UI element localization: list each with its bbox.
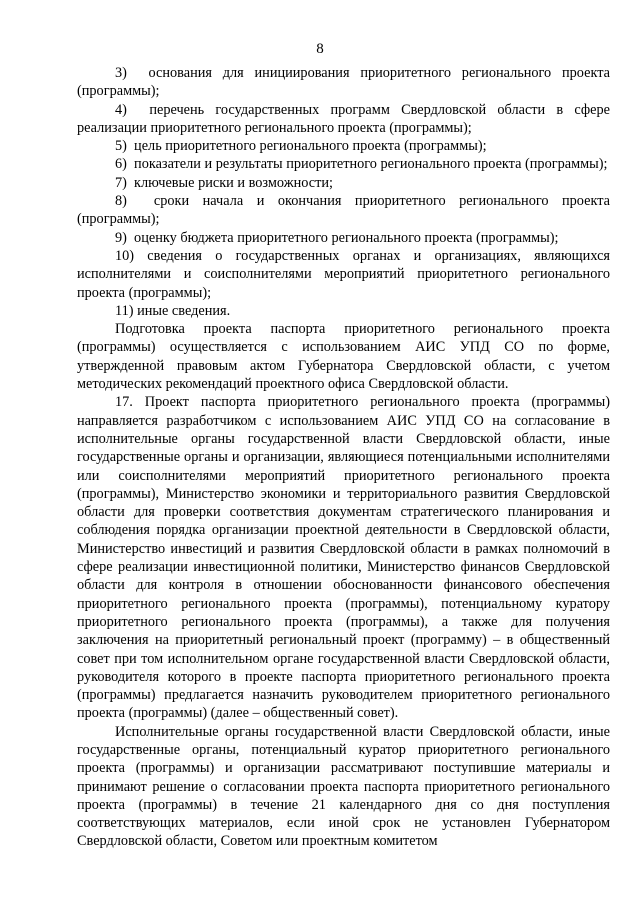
list-item: 7) ключевые риски и возможности; [115,174,333,191]
list-item: 8) сроки начала и окончания приоритетного регионального проекта (программы); [77,193,610,228]
list-item: 4) перечень государственных программ Свердловской области в сфере реализации приоритетного регионального проекта (программы); [77,101,610,136]
list-item: 10) сведения о государственных органах и организациях, являющихся исполнителями и соисполнителями мероприятий приоритетного регионального проекта (программы); [77,247,610,301]
body-paragraph: Исполнительные органы государственной власти Свердловской области, иные государственные органы, потенциальный куратор приоритетного регионального проекта (программы) и организации рассматривают поступившие материалы и принимают решение о согласовании проекта паспорта приоритетного регионального проекта (программы) в течение 21 календарного дня со дня поступления соответствующих материалов, если иной срок не установлен Губернатором Свердловской области, Советом или проектным комитетом [77,723,610,850]
body-paragraph: Подготовка проекта паспорта приоритетного регионального проекта (программы) осуществляется с использованием АИС УПД СО по форме, утвержденной правовым актом Губернатора Свердловской области, с учетом методических рекомендаций проектного офиса Свердловской области. [77,321,610,393]
clause-17-paragraph: 17. Проект паспорта приоритетного регионального проекта (программы) направляется разработчиком с использованием АИС УПД СО на согласование в исполнительные органы государственной власти Свердловской области, иные государственные органы и организации, являющиеся потенциальными исполнителями или соисполнителями мероприятий приоритетного регионального проекта (программы), Министерство экономики и территориального развития Свердловской области для проверки соответствия документам стратегического планирования и соблюдения порядка организации проектной деятельности в Свердловской области, Министерство инвестиций и развития Свердловской области в рамках полномочий в сфере реализации инвестиционной политики, Министерство финансов Свердловской области для контроля в отношении обоснованности финансового обеспечения приоритетного регионального проекта (программы), потенциальному куратору приоритетного регионального проекта (программы), а также для получения заключения на приоритетный региональный проект (программу) – в общественный совет при том исполнительном органе государственной власти Свердловской области, руководителя которого в проекте паспорта приоритетного регионального проекта (программы) предлагается назначить руководителем приоритетного регионального проекта (программы) (далее – общественный совет). [77,394,610,722]
list-item: 11) иные сведения. [115,302,231,319]
page-number: 8 [316,41,324,57]
page-body [77,64,610,851]
list-item: 9) оценку бюджета приоритетного регионального проекта (программы); [115,229,559,246]
list-item: 6) показатели и результаты приоритетного регионального проекта (программы); [115,156,608,173]
list-item: 3) основания для инициирования приоритетного регионального проекта (программы); [77,65,610,100]
list-item: 5) цель приоритетного регионального проекта (программы); [115,138,487,155]
